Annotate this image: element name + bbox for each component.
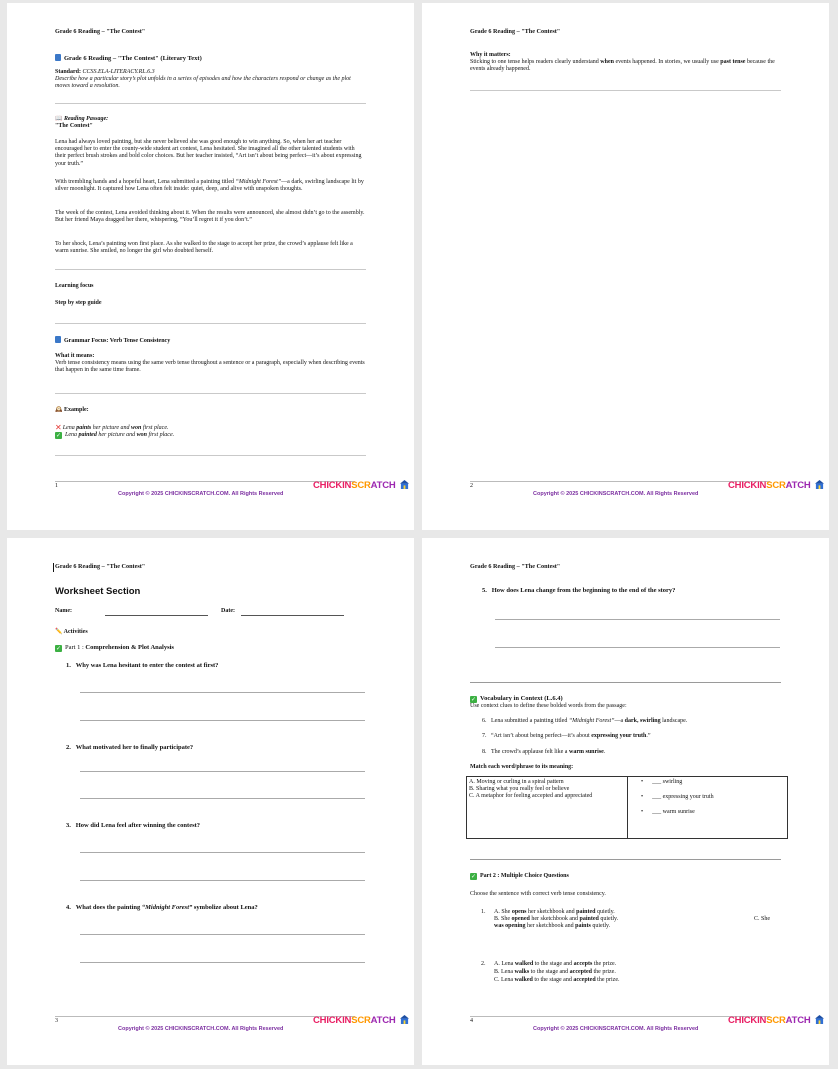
passage-title: "The Contest" [55,123,93,129]
wrong-example: ✕Lena paints her picture and won first place. [55,423,169,432]
schoolhouse-icon [400,1015,409,1024]
date-label: Date: [221,608,235,614]
divider [55,455,366,456]
mc2-option-b[interactable]: B. Lena walks to the stage and accepted the prize. [494,969,616,975]
mc-question-2: 2. A. Lena walked to the stage and accepts the prize. B. Lena walks to the stage and accepted the prize. C. Lena walked to the stage and accepted the prize. [481,961,620,983]
example-label: 🕰️ Example: [55,406,89,413]
question-1: 1. Why was Lena hesitant to enter the contest at first? [66,662,219,669]
mc2-option-a[interactable]: A. Lena walked to the stage and accepts the prize. [494,961,617,967]
meaning-c: C. A metaphor for feeling accepted and appreciated [469,793,593,799]
schoolhouse-icon [815,1015,824,1024]
answer-line[interactable] [80,692,365,693]
page-number: 2 [470,483,473,489]
divider [55,393,366,394]
matching-table [466,776,788,839]
check-icon: ✓ [470,696,477,703]
worksheet-title: Worksheet Section [55,586,141,597]
page-number: 1 [55,483,58,489]
passage-paragraph-4: To her shock, Lena’s painting won first place. As she walked to the stage to accept her prize, the crowd’s applause felt like a warm sunrise. She smiled, no longer the girl who doubted herself. [55,241,353,255]
activities-label: ✏️ Activities [55,628,88,635]
what-it-means-text: Verb tense consistency means using the same verb tense throughout a sentence or a paragraph, especially when describing events that happen in the same time frame. [55,360,365,374]
divider [55,269,366,270]
vocabulary-instructions: Use context clues to define these bolded words from the passage: [470,703,627,709]
passage-paragraph-3: The week of the contest, Lena avoided thinking about it. When the results were announced, she almost didn’t go to the assembly. But her friend Maya dragged her there, whispering, “You’ll regret it if you don’t.” [55,210,365,224]
what-it-means-label: What it means: [55,353,95,359]
page-2 [422,3,829,530]
page-1 [7,3,414,530]
passage-paragraph-1: Lena had always loved painting, but she never believed she was good enough to win anything. So, when her art teacher encouraged her to enter the county-wide student art contest, Lena hesitated. She imagined all the other talented students with their perfect brush strokes and bold color choices. But her teacher insisted, “Art isn’t about being perfect—it’s about expressing your truth.” [55,139,362,167]
page-number: 4 [470,1018,473,1024]
term-swirling[interactable]: • ___ swirling [641,779,683,785]
footer-line [55,1016,355,1017]
meaning-a: A. Moving or curling in a spiral pattern [469,779,564,785]
answer-line[interactable] [495,647,780,648]
page-3 [7,538,414,1065]
page-header: Grade 6 Reading – "The Contest" [55,563,146,570]
question-4: 4. What does the painting “Midnight Forest” symbolize about Lena? [66,904,258,911]
mc1-option-a[interactable]: A. She opens her sketchbook and painted quietly. [494,909,615,915]
footer-line [55,481,355,482]
vocab-item-6: 6. Lena submitted a painting titled “Midnight Forest”—a dark, swirling landscape. [482,718,688,724]
question-3: 3. How did Lena feel after winning the contest? [66,822,201,829]
mc1-option-c-start[interactable]: C. She [754,916,771,922]
vocab-item-8: 8. The crowd’s applause felt like a warm sunrise. [482,749,606,755]
meaning-b: B. Sharing what you really feel or believe [469,786,570,792]
copyright: Copyright © 2025 CHICKINSCRATCH.COM. All Rights Reserved [533,1026,699,1032]
divider [470,859,781,860]
footer-line [470,481,770,482]
divider [55,323,366,324]
term-expressing-your-truth[interactable]: • ___ expressing your truth [641,794,714,800]
chickinscratch-logo: CHICKINSCRATCH [313,480,409,491]
answer-line[interactable] [80,962,365,963]
page-header: Grade 6 Reading – "The Contest" [55,28,146,35]
mc1-option-c-continuation[interactable]: was opening her sketchbook and paints quietly. [494,923,611,929]
divider [470,90,781,91]
question-5: 5. How does Lena change from the beginning to the end of the story? [482,587,676,594]
page-header: Grade 6 Reading – "The Contest" [470,563,561,570]
divider [470,682,781,683]
copyright: Copyright © 2025 CHICKINSCRATCH.COM. All Rights Reserved [533,491,699,497]
open-book-icon: 📖 [55,115,63,122]
name-label: Name: [55,608,72,614]
grammar-focus-title: Grammar Focus: Verb Tense Consistency [55,336,366,345]
part-2-instructions: Choose the sentence with correct verb tense consistency. [470,891,606,897]
chickinscratch-logo: CHICKINSCRATCH [728,480,824,491]
pencil-icon: ✏️ [55,628,63,635]
schoolhouse-icon [400,480,409,489]
lesson-title: Grade 6 Reading – "The Contest" (Literary Text) [55,54,366,62]
standard: Standard: CCSS.ELA-LITERACY.RL.6.3 [55,69,155,75]
page-number: 3 [55,1018,58,1024]
answer-line[interactable] [80,852,365,853]
why-it-matters-text: Sticking to one tense helps readers clearly understand when events happened. In stories, we usually use past tense because the events already happened. [470,59,775,73]
term-warm-sunrise[interactable]: • ___ warm sunrise [641,809,695,815]
part-2-heading: ✓ Part 2 : Multiple Choice Questions [470,873,569,880]
chickinscratch-logo: CHICKINSCRATCH [313,1015,409,1026]
correct-example: ✓ Lena painted her picture and won first place. [55,432,175,439]
check-icon: ✓ [470,873,477,880]
answer-line[interactable] [80,934,365,935]
copyright: Copyright © 2025 CHICKINSCRATCH.COM. All Rights Reserved [118,1026,284,1032]
schoolhouse-icon [815,480,824,489]
divider [55,103,366,104]
x-icon: ✕ [55,423,62,432]
copyright: Copyright © 2025 CHICKINSCRATCH.COM. All Rights Reserved [118,491,284,497]
answer-line[interactable] [495,619,780,620]
vocab-item-7: 7. “Art isn’t about being perfect—it’s about expressing your truth.” [482,733,651,739]
vocabulary-title: ✓ Vocabulary in Context (L.6.4) [470,695,563,703]
page-4 [422,538,829,1065]
mc2-option-c[interactable]: C. Lena walked to the stage and accepted the prize. [494,977,620,983]
passage-paragraph-2: With trembling hands and a hopeful heart, Lena submitted a painting titled “Midnight Forest”—a dark, swirling landscape lit by silver moonlight. It captured how Lena often felt inside: quiet, deep, and alive with unspoken thoughts. [55,179,364,193]
book-icon [55,336,61,343]
check-icon: ✓ [55,645,62,652]
chickinscratch-logo: CHICKINSCRATCH [728,1015,824,1026]
date-field[interactable] [241,615,344,616]
mc1-option-b[interactable]: B. She opened her sketchbook and painted quietly. [494,916,619,922]
name-date-row [55,608,366,615]
page-header: Grade 6 Reading – "The Contest" [470,28,561,35]
match-instructions: Match each word/phrase to its meaning: [470,764,574,770]
reading-passage-label: 📖 Reading Passage: [55,115,109,122]
answer-line[interactable] [80,880,365,881]
name-field[interactable] [105,615,208,616]
answer-line[interactable] [80,771,365,772]
footer-line [470,1016,770,1017]
answer-line[interactable] [80,720,365,721]
check-icon: ✓ [55,432,62,439]
question-2: 2. What motivated her to finally participate? [66,744,194,751]
meanings-column [467,777,628,838]
standard-description: Describe how a particular story’s plot unfolds in a series of episodes and how the characters respond or change as the plot moves toward a resolution. [55,76,351,90]
part-1-heading: ✓ Part 1 : Comprehension & Plot Analysis [55,644,174,652]
clock-icon: 🕰️ [55,406,63,413]
book-icon [55,54,61,61]
mc-question-1: 1. A. She opens her sketchbook and painted quietly. B. She opened her sketchbook and painted quietly. C. She was opening her sketchbook and paints quietly. [481,909,771,929]
learning-focus: Learning focus [55,283,94,289]
step-by-step-guide: Step by step guide [55,300,102,306]
why-it-matters-label: Why it matters: [470,52,511,58]
text-cursor [53,563,54,572]
answer-line[interactable] [80,798,365,799]
